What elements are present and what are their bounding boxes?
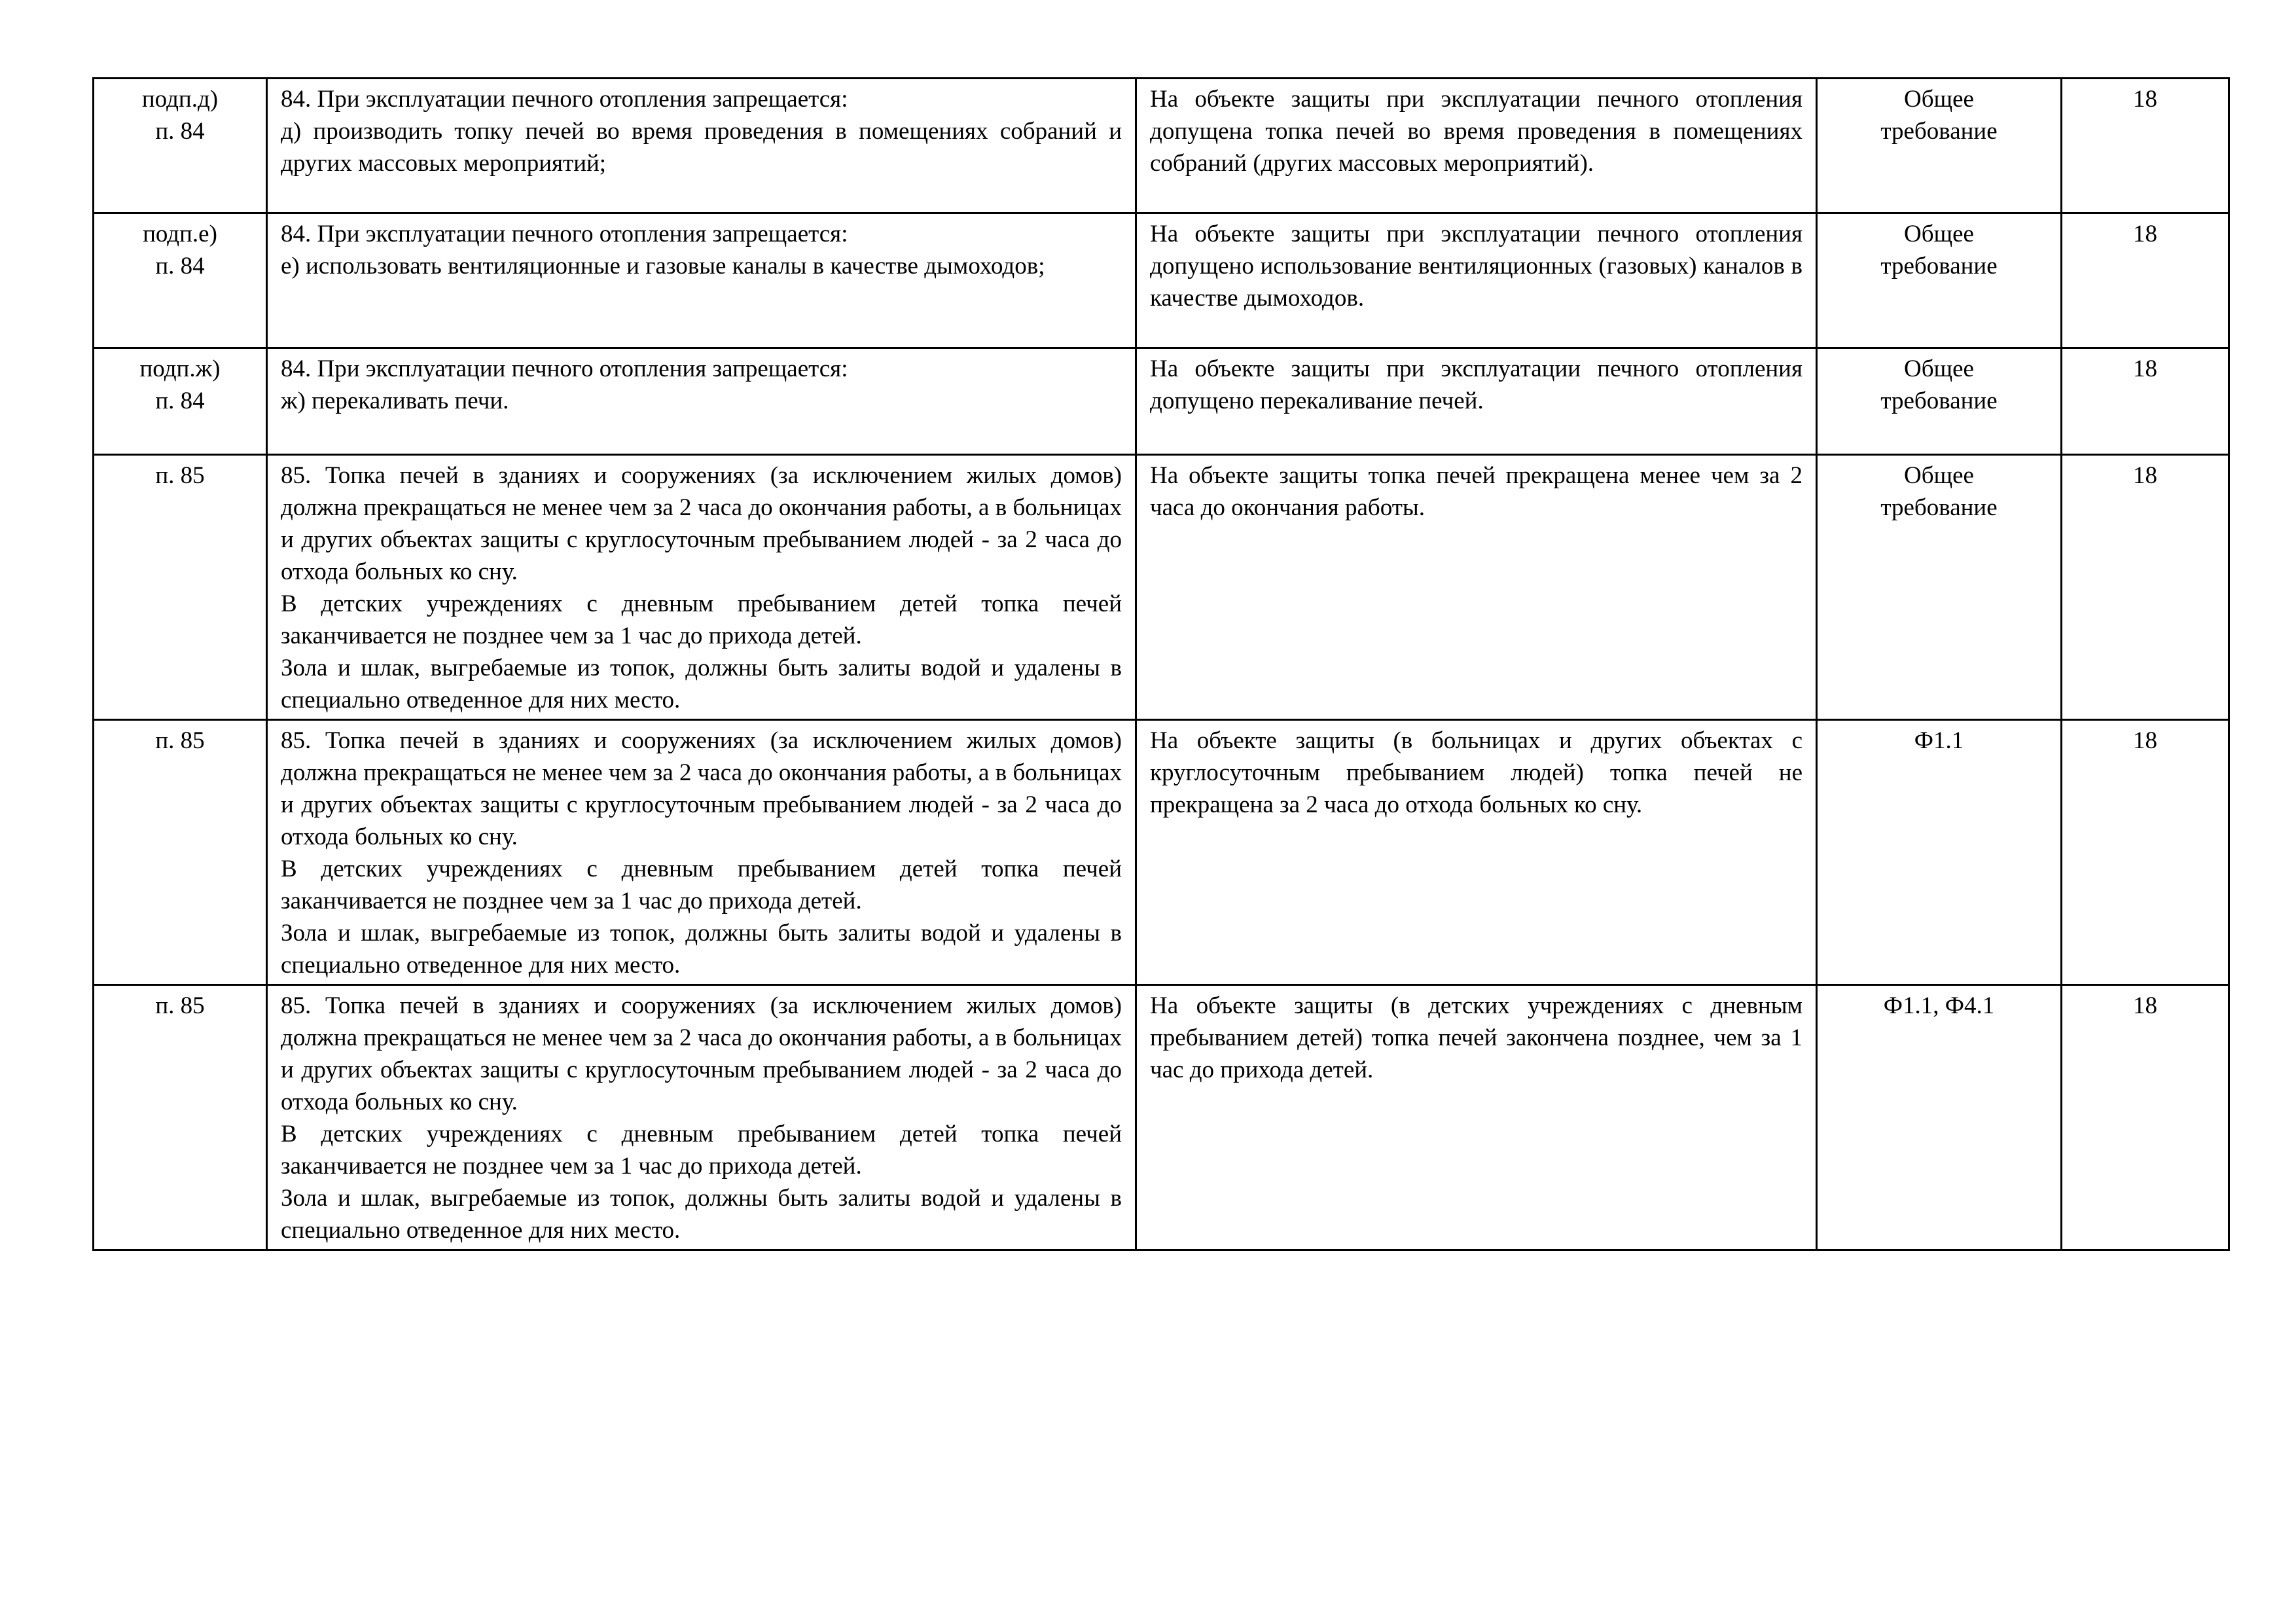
table-row bbox=[94, 985, 2229, 1250]
classification-line-2: требование bbox=[1880, 388, 1998, 414]
requirement-heading: 84. При эксплуатации печного отопления запрещается: bbox=[281, 355, 848, 382]
number-value: 18 bbox=[2133, 86, 2157, 113]
classification-line-1: Общее bbox=[1904, 355, 1974, 382]
reference-cell bbox=[94, 455, 267, 720]
violation-text: На объекте защиты топка печей прекращена менее чем за 2 часа до окончания работы. bbox=[1150, 462, 1803, 521]
requirement-heading: 84. При эксплуатации печного отопления запрещается: bbox=[281, 221, 848, 247]
reference-subclause: подп.е) bbox=[143, 221, 217, 247]
number-cell bbox=[2062, 455, 2229, 720]
requirement-paragraph-2: В детских учреждениях с дневным пребыванием детей топка печей заканчивается не позднее чем за 1 час до прихода детей. bbox=[281, 856, 1122, 914]
number-cell bbox=[2062, 348, 2229, 455]
classification-cell bbox=[1817, 213, 2062, 348]
table-row bbox=[94, 213, 2229, 348]
violation-text: На объекте защиты (в больницах и других объектах с круглосуточным пребыванием людей) топка печей не прекращена за 2 часа до отхода больных ко сну. bbox=[1150, 727, 1803, 818]
violation-text: На объекте защиты (в детских учреждениях с дневным пребыванием детей) топка печей закончена позднее, чем за 1 час до прихода детей. bbox=[1150, 992, 1803, 1083]
classification-line-1: Ф1.1, Ф4.1 bbox=[1883, 992, 1995, 1019]
number-value: 18 bbox=[2133, 992, 2157, 1019]
requirement-paragraph-1: 85. Топка печей в зданиях и сооружениях (за исключением жилых домов) должна прекращаться не менее чем за 2 часа до окончания работы, а в больницах и других объектах защиты с круглосуточным пребыванием людей - за 2 часа до отхода больных ко сну. bbox=[281, 462, 1122, 585]
requirement-paragraph-2: В детских учреждениях с дневным пребыванием детей топка печей заканчивается не позднее чем за 1 час до прихода детей. bbox=[281, 1121, 1122, 1180]
requirement-heading: 84. При эксплуатации печного отопления запрещается: bbox=[281, 86, 848, 113]
requirements-table bbox=[92, 77, 2230, 1251]
violation-cell bbox=[1136, 348, 1817, 455]
classification-line-2: требование bbox=[1880, 494, 1998, 521]
requirement-cell bbox=[267, 79, 1136, 213]
reference-clause: п. 84 bbox=[155, 253, 205, 280]
classification-cell bbox=[1817, 348, 2062, 455]
reference-clause: п. 85 bbox=[155, 992, 205, 1019]
number-cell bbox=[2062, 213, 2229, 348]
violation-cell bbox=[1136, 720, 1817, 985]
requirement-paragraph-1: 85. Топка печей в зданиях и сооружениях (за исключением жилых домов) должна прекращаться не менее чем за 2 часа до окончания работы, а в больницах и других объектах защиты с круглосуточным пребыванием людей - за 2 часа до отхода больных ко сну. bbox=[281, 727, 1122, 850]
requirement-paragraph-2: В детских учреждениях с дневным пребыванием детей топка печей заканчивается не позднее чем за 1 час до прихода детей. bbox=[281, 590, 1122, 649]
reference-clause: п. 84 bbox=[155, 118, 205, 145]
requirement-cell bbox=[267, 720, 1136, 985]
number-value: 18 bbox=[2133, 727, 2157, 754]
classification-cell bbox=[1817, 455, 2062, 720]
classification-line-1: Ф1.1 bbox=[1914, 727, 1964, 754]
reference-clause: п. 85 bbox=[155, 727, 205, 754]
reference-cell bbox=[94, 213, 267, 348]
requirement-cell bbox=[267, 455, 1136, 720]
requirement-cell bbox=[267, 985, 1136, 1250]
violation-cell bbox=[1136, 985, 1817, 1250]
requirement-paragraph-1: 85. Топка печей в зданиях и сооружениях (за исключением жилых домов) должна прекращаться не менее чем за 2 часа до окончания работы, а в больницах и других объектах защиты с круглосуточным пребыванием людей - за 2 часа до отхода больных ко сну. bbox=[281, 992, 1122, 1115]
classification-line-1: Общее bbox=[1904, 221, 1974, 247]
table-row bbox=[94, 720, 2229, 985]
reference-cell bbox=[94, 720, 267, 985]
reference-clause: п. 85 bbox=[155, 462, 205, 489]
table-row bbox=[94, 455, 2229, 720]
violation-cell bbox=[1136, 79, 1817, 213]
number-value: 18 bbox=[2133, 355, 2157, 382]
requirement-cell bbox=[267, 213, 1136, 348]
requirement-text: ж) перекаливать печи. bbox=[281, 388, 509, 414]
requirement-paragraph-3: Зола и шлак, выгребаемые из топок, должны быть залиты водой и удалены в специально отведенное для них место. bbox=[281, 920, 1122, 979]
reference-cell bbox=[94, 79, 267, 213]
classification-line-1: Общее bbox=[1904, 86, 1974, 113]
violation-text: На объекте защиты при эксплуатации печного отопления допущено использование вентиляционных (газовых) каналов в качестве дымоходов. bbox=[1150, 221, 1803, 312]
classification-line-2: требование bbox=[1880, 118, 1998, 145]
number-cell bbox=[2062, 79, 2229, 213]
requirement-text: д) производить топку печей во время проведения в помещениях собраний и других массовых мероприятий; bbox=[281, 118, 1122, 177]
violation-text: На объекте защиты при эксплуатации печного отопления допущена топка печей во время проведения в помещениях собраний (других массовых мероприятий). bbox=[1150, 86, 1803, 177]
classification-line-2: требование bbox=[1880, 253, 1998, 280]
requirement-paragraph-3: Зола и шлак, выгребаемые из топок, должны быть залиты водой и удалены в специально отведенное для них место. bbox=[281, 1185, 1122, 1244]
reference-cell bbox=[94, 985, 267, 1250]
classification-cell bbox=[1817, 720, 2062, 985]
number-value: 18 bbox=[2133, 221, 2157, 247]
requirement-text: е) использовать вентиляционные и газовые каналы в качестве дымоходов; bbox=[281, 253, 1045, 280]
violation-cell bbox=[1136, 455, 1817, 720]
table-row bbox=[94, 348, 2229, 455]
classification-cell bbox=[1817, 79, 2062, 213]
number-value: 18 bbox=[2133, 462, 2157, 489]
classification-cell bbox=[1817, 985, 2062, 1250]
number-cell bbox=[2062, 985, 2229, 1250]
violation-text: На объекте защиты при эксплуатации печного отопления допущено перекаливание печей. bbox=[1150, 355, 1803, 414]
table-row bbox=[94, 79, 2229, 213]
reference-cell bbox=[94, 348, 267, 455]
violation-cell bbox=[1136, 213, 1817, 348]
reference-clause: п. 84 bbox=[155, 388, 205, 414]
requirement-cell bbox=[267, 348, 1136, 455]
reference-subclause: подп.ж) bbox=[139, 355, 221, 382]
requirement-paragraph-3: Зола и шлак, выгребаемые из топок, должны быть залиты водой и удалены в специально отведенное для них место. bbox=[281, 655, 1122, 713]
reference-subclause: подп.д) bbox=[141, 86, 219, 113]
classification-line-1: Общее bbox=[1904, 462, 1974, 489]
number-cell bbox=[2062, 720, 2229, 985]
